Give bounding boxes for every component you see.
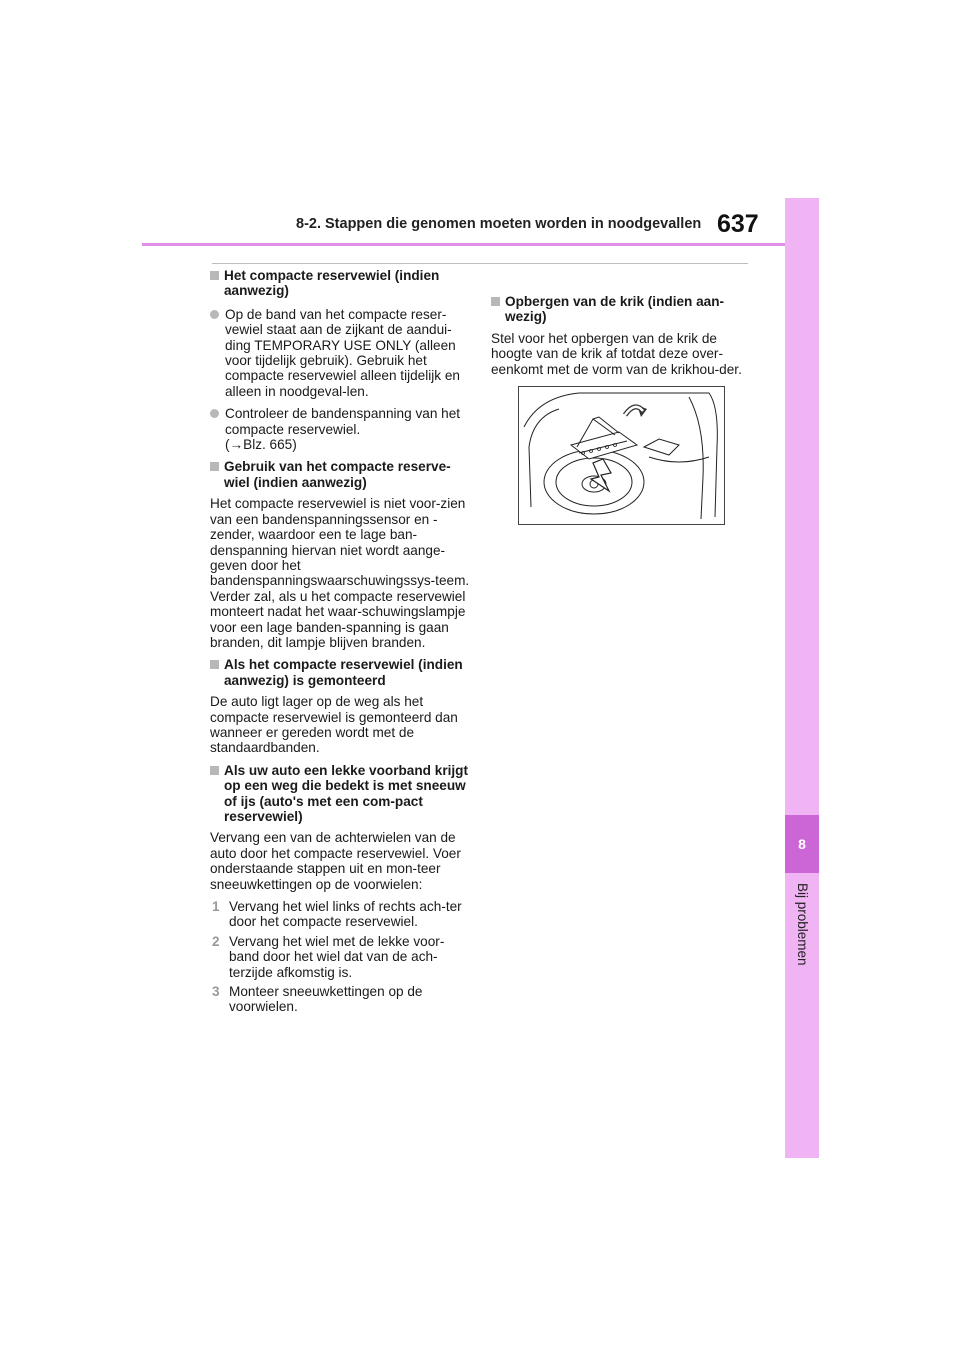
bullet-tire-pressure-text: Controleer de bandenspanning van het compacte reservewiel. <box>225 406 461 437</box>
right-column <box>491 294 747 525</box>
bullet-tire-pressure <box>210 406 472 452</box>
step-number: 3 <box>212 984 220 1000</box>
section-title-mounted: Als het compacte reservewiel (indien aanwezig) is gemonteerd <box>210 657 472 688</box>
chapter-number-tab[interactable]: 8 <box>785 815 819 873</box>
section-title-compact-spare: Het compacte reservewiel (indien aanwezig) <box>210 268 472 299</box>
paragraph-jack-storage: Stel voor het opbergen van de krik de hoogte van de krik af totdat deze over-eenkomt met de vorm van de krikhou-der. <box>491 330 742 377</box>
bullet-temporary-use: Op de band van het compacte reser-vewiel staat aan de zijkant de aandui-ding TEMPORARY USE ONLY (alleen voor tijdelijk gebruik). Gebruik het compacte reservewiel alleen tijdelijk en alleen in noodgeval-len. <box>210 307 472 399</box>
step-text: Vervang het wiel met de lekke voor-band door het wiel dat van de ach-terzijde afkomstig is. <box>229 933 445 980</box>
step-item <box>210 984 472 1015</box>
chapter-label: Bij problemen <box>795 883 810 966</box>
step-text: Vervang het wiel links of rechts ach-ter door het compacte reservewiel. <box>229 899 462 930</box>
content-rule <box>212 263 748 264</box>
chapter-side-tab <box>785 198 819 1158</box>
page-reference-link[interactable]: (→Blz. 665) <box>225 437 297 453</box>
left-column <box>210 268 472 1019</box>
step-item <box>210 934 472 980</box>
page-number: 637 <box>717 210 759 238</box>
step-item <box>210 899 472 930</box>
step-number: 2 <box>212 933 220 949</box>
paragraph-usage: Het compacte reservewiel is niet voor-zien van een bandenspanningssensor en -zender, waardoor een te lage ban-denspanning hiervan niet wordt aange-geven door het bandenspanningswaarschuwingssys-teem. Verder zal, als u het compacte reservewiel monteert nadat het waar-schuwingslampje voor een lage banden-spanning is gaan branden, dit lampje blijven branden. <box>210 496 470 650</box>
jack-storage-illustration <box>518 386 725 525</box>
step-number: 1 <box>212 899 220 915</box>
trunk-jack-drawing <box>519 387 724 524</box>
section-title-jack-storage: Opbergen van de krik (indien aan-wezig) <box>491 294 747 325</box>
paragraph-mounted: De auto ligt lager op de weg als het compacte reservewiel is gemonteerd dan wanneer er gereden wordt met de standaardbanden. <box>210 694 458 756</box>
section-title-usage: Gebruik van het compacte reserve-wiel (indien aanwezig) <box>210 459 472 490</box>
header-rule <box>142 243 786 246</box>
paragraph-snow-ice: Vervang een van de achterwielen van de auto door het compacte reservewiel. Voer onderstaande stappen uit en mon-teer sneeuwkettingen op de voorwielen: <box>210 830 461 892</box>
section-header: 8-2. Stappen die genomen moeten worden in noodgevallen <box>296 216 702 232</box>
step-text: Monteer sneeuwkettingen op de voorwielen. <box>229 984 423 1015</box>
section-title-snow-ice: Als uw auto een lekke voorband krijgt op een weg die bedekt is met sneeuw of ijs (auto's met een com-pact reservewiel) <box>210 763 472 825</box>
